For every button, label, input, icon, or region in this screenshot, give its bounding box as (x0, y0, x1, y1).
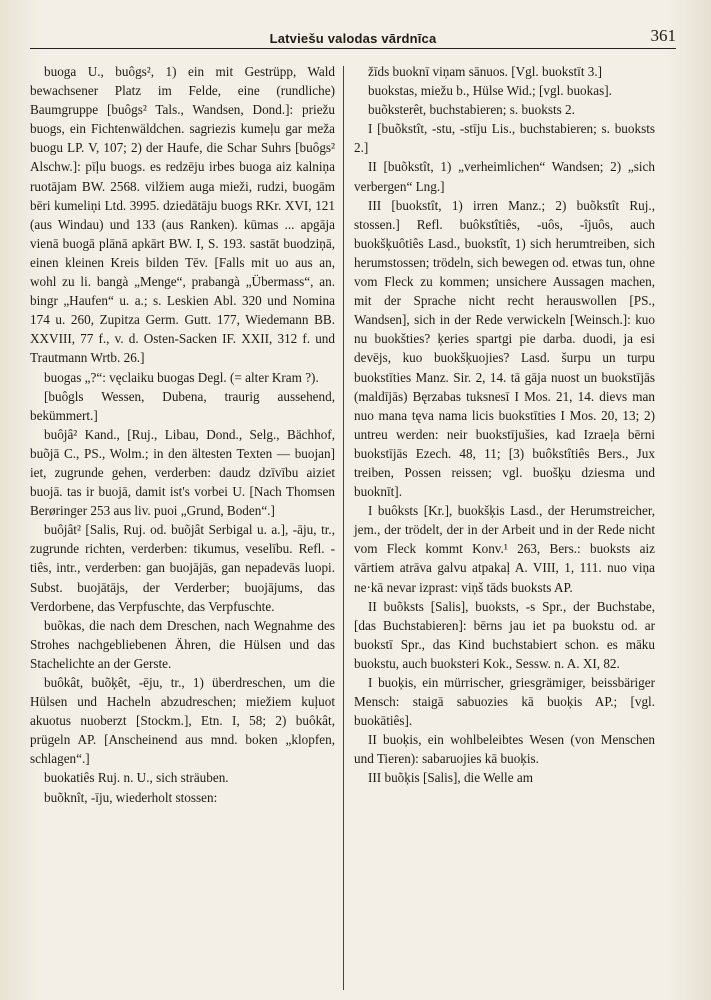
page-header (30, 18, 676, 49)
dictionary-entry (354, 119, 655, 157)
entry-text: [buôgls Wessen, Dubena, traurig aussehend, bekümmert.] (30, 388, 335, 423)
text-columns (30, 62, 676, 990)
entry-text: III buõķis [Salis], die Welle am (368, 770, 533, 786)
entry-text: buõksterêt, buchstabieren; s. buoksts 2. (368, 102, 575, 118)
dictionary-entry (354, 501, 655, 596)
dictionary-entry (30, 520, 335, 615)
dictionary-entry (354, 768, 655, 787)
dictionary-entry (354, 730, 655, 768)
entry-text: I [buõkstît, -stu, -stīju Lis., buchstabieren; s. buoksts 2.] (354, 121, 655, 156)
right-column (344, 62, 657, 990)
dictionary-entry (354, 81, 655, 100)
dictionary-entry (354, 157, 655, 195)
dictionary-entry (30, 768, 335, 787)
dictionary-entry (354, 597, 655, 673)
running-title: Latviešu valodas vārdnīca (269, 31, 437, 46)
entry-text: buoga U., buôgs², 1) ein mit Gestrüpp, Wald bewachsener Platz im Felde, eine (rundliche) Baumgruppe [buôgs² Tals., Wandsen, Dond.]: priežu buogs, ein Fichtenwäldchen. sagriezis kumeļu gar meža buogu LP. V, 107; 2) der Haufe, die Schar Suhrs [buôgs² Alschw.]: pīļu buogs. es redzēju irbes buoga aiz kalniņa ruotājam BW. 2568. vilžiem auga mieži, rudzi, buogām bēri kumeliņi Ltd. 3995. dziedātāju buogs RKr. XVI, 121 (aus Windau) und 133 (aus Ranken). kūmas ... apgāja vienā buogā plānā apkārt BW. I, S. 193. sastāt buodziņā, einen kleinen Kreis bilden Tēv. [Falls mit uo aus an, wohl zu li. bangà „Menge“, prabangà „Übermass“, an. bingr „Haufen“ u. a.; s. Leskien Abl. 320 und Nomina 174 u. 260, Zupitza Germ. Gutt. 177, Wiedemann BB. XXVIII, 77 f., v. d. Osten-Sacken IF. XXII, 312 f. und Trautmann Wrtb. 26.] (30, 64, 335, 366)
entry-text: I buôksts [Kr.], buokšķis Lasd., der Herumstreicher, jem., der trödelt, der in der Arbeit und in der Rede nicht vom Fleck kommt Konv.¹ 263, Bers.: buoksts aiz vārtiem atrāva galvu atpakaļ A. VIII, 1, 111. nuo viņa ne·kā nevar izprast: viņš tāds buoksts AP. (354, 503, 655, 595)
dictionary-entry (30, 368, 335, 387)
dictionary-entry (30, 788, 335, 807)
entry-text: buõkas, die nach dem Dreschen, nach Wegnahme des Strohes nachgebliebenen Ähren, die Hülsen und das Stachelichte an der Gerste. (30, 617, 335, 671)
entry-text: buogas „?“: vęclaiku buogas Degl. (= alter Kram ?). (44, 369, 319, 385)
dictionary-entry (354, 100, 655, 119)
dictionary-entry (30, 673, 335, 768)
entry-text: buôkât, buõķêt, -ēju, tr., 1) überdreschen, um die Hülsen und Hacheln abzudreschen; miežiem kuļuot akuotus nuoberzt [Stockm.], Etn. I, 58; 2) buôkât, prügeln AP. [Anscheinend aus mnd. boken „klopfen, schlagen“.] (30, 675, 335, 767)
entry-text: buõknît, -īju, wiederholt stossen: (44, 789, 218, 805)
entry-text: buôjât² [Salis, Ruj. od. buõjât Serbigal u. a.], -āju, tr., zugrunde richten, verderben: tikumus, veselību. Refl. -tiês, intr., verderben: gan buojājās, gan nepadevās luopi. Subst. buojātājs, der Verderber; buojājums, das Verdorbene, das Verpfuschte, das Verpfuschte. (30, 522, 335, 614)
entry-text: II buoķis, ein wohlbeleibtes Wesen (von Menschen und Tieren): sabaruojies kā buoķis. (354, 732, 655, 767)
page-number: 361 (650, 26, 676, 45)
dictionary-entry (30, 387, 335, 425)
entry-text: II [buõkstît, 1) „verheimlichen“ Wandsen; 2) „sich verbergen“ Lng.] (354, 159, 655, 194)
entry-text: buokatiês Ruj. n. U., sich sträuben. (44, 770, 229, 786)
entry-text: žīds buoknī viņam sānuos. [Vgl. buokstīt 3.] (368, 64, 603, 79)
entry-text: III [buokstît, 1) irren Manz.; 2) buõkstît Ruj., stossen.] Refl. buôkstîtiês, -uôs, -îjuôs, auch buokšķuôtiês Lasd., buokstît, 1) sich herumtreiben, sich herumstossen; trödeln, sich bewegen od. etwas tun, ohne vom Fleck zu kommen; unsichere Aussagen machen, mit der Sprache nicht recht herauswollen [PS., Wandsen], sich in der Rede verwickeln [Weinsch.]: kuo nu buokšties? ķeries spartgi pie darba. duodi, ja esi devējs, kuo buokšķuojies? Lasd. šurpu un turpu buokstīties Manz. Sir. 2, 14. tā gāja nuost un buokstījās (maldījās) Bęrzabas tuksnesī I Mos. 21, 14. dievs man nuo mana tęva nama licis buokstīties I Mos. 20, 13; 2) untreu werden: neir buokstījušies, kad Izraeļa bērni buokstījās Ezech. 48, 11; [3) buôkstîtiês Bers., Jux treiben, Possen reissen; vgl. buošķu dziesma und buoknīt]. (354, 197, 655, 500)
entry-text: II buõksts [Salis], buoksts, -s Spr., der Buchstabe, [das Buchstabieren]: bērns jau iet pa buokstu od. ar buokstī Spr., das Kind buchstabiert schon. es māku buokstu, auch buoksteri Kok., Sessw. n. A. XI, 82. (354, 598, 655, 671)
left-column (30, 62, 343, 990)
dictionary-entry (30, 616, 335, 673)
entry-text: I buoķis, ein mürrischer, griesgrämiger, beissbäriger Mensch: staigā sabuozies kā buoķis AP.; [vgl. buokātiês]. (354, 675, 655, 729)
dictionary-entry (30, 62, 335, 368)
entry-text: buokstas, miežu b., Hülse Wid.; [vgl. buokas]. (368, 83, 612, 99)
dictionary-entry (354, 673, 655, 730)
dictionary-entry (354, 62, 655, 81)
dictionary-entry (354, 196, 655, 502)
dictionary-entry (30, 425, 335, 520)
entry-text: buôjâ² Kand., [Ruj., Libau, Dond., Selg., Bächhof, buõjā C., PS., Wolm.; in den ältesten Texten — buojan] iet, zugrunde gehen, verderben: daudz dzīvību aiziet buojā. tas ir buojā, damit ist's vorbei U. [Nach Thomsen Berøringer 253 aus liv. puoi „Grund, Boden“.] (30, 426, 335, 519)
